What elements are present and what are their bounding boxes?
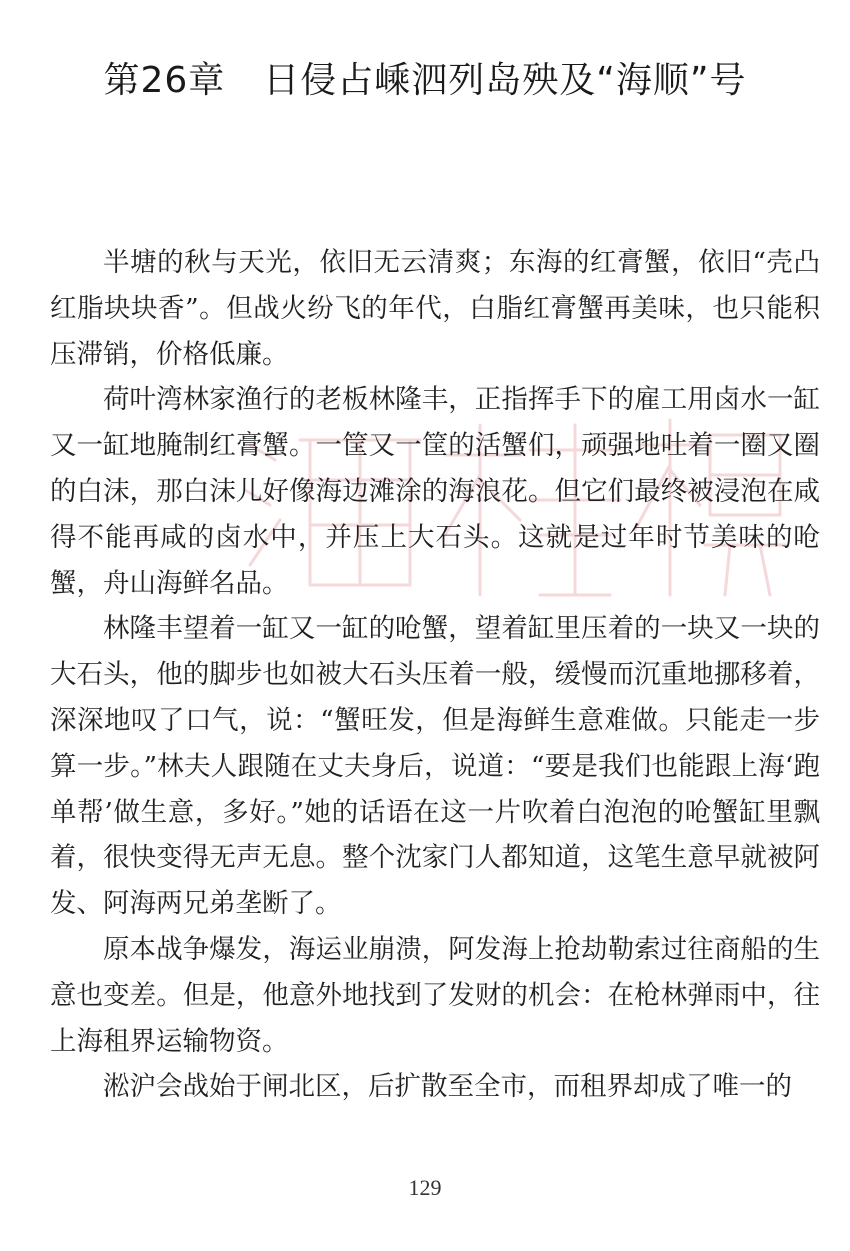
paragraph: 淞沪会战始于闸北区，后扩散至全市，而租界却成了唯一的 — [103, 1071, 792, 1103]
paragraph: 林隆丰望着一缸又一缸的呛蟹，望着缸里压着的一块又一块的大石头，他的脚步也如被大石头压着一般，缓慢而沉重地挪移着，深深地叹了口气，说：“蟹旺发，但是海鲜生意难做。只能走一步算一步。”林夫人跟随在丈夫身后，说道：“要是我们也能跟上海‘跑单帮’做生意，多好。”她的话语在这一片吹着白泡泡的呛蟹缸里飘着，很快变得无声无息。整个沈家门人都知道，这笔生意早就被阿发、阿海两兄弟垄断了。 — [50, 613, 820, 920]
paragraph: 荷叶湾林家渔行的老板林隆丰，正指挥手下的雇工用卤水一缸又一缸地腌制红膏蟹。一筐又一筐的活蟹们，顽强地吐着一圈又圈的白沫，那白沫儿好像海边滩涂的海浪花。但它们最终被浸泡在咸得不能再咸的卤水中，并压上大石头。这就是过年时节美味的呛蟹，舟山海鲜名品。 — [50, 384, 820, 599]
chapter-label: 第26章 — [103, 60, 226, 101]
chapter-title — [0, 52, 850, 103]
paragraph: 原本战争爆发，海运业崩溃，阿发海上抢劫勒索过往商船的生意也变差。但是，他意外地找到了发财的机会：在枪林弹雨中，往上海租界运输物资。 — [50, 933, 820, 1057]
paragraph: 半塘的秋与天光，依旧无云清爽；东海的红膏蟹，依旧“壳凸红脂块块香”。但战火纷飞的年代，白脂红膏蟹再美味，也只能积压滞销，价格低廉。 — [50, 247, 820, 370]
page-number: 129 — [408, 1175, 442, 1200]
body-text — [50, 240, 820, 1110]
chapter-heading: 日侵占嵊泗列岛殃及“海顺”号 — [263, 60, 747, 101]
